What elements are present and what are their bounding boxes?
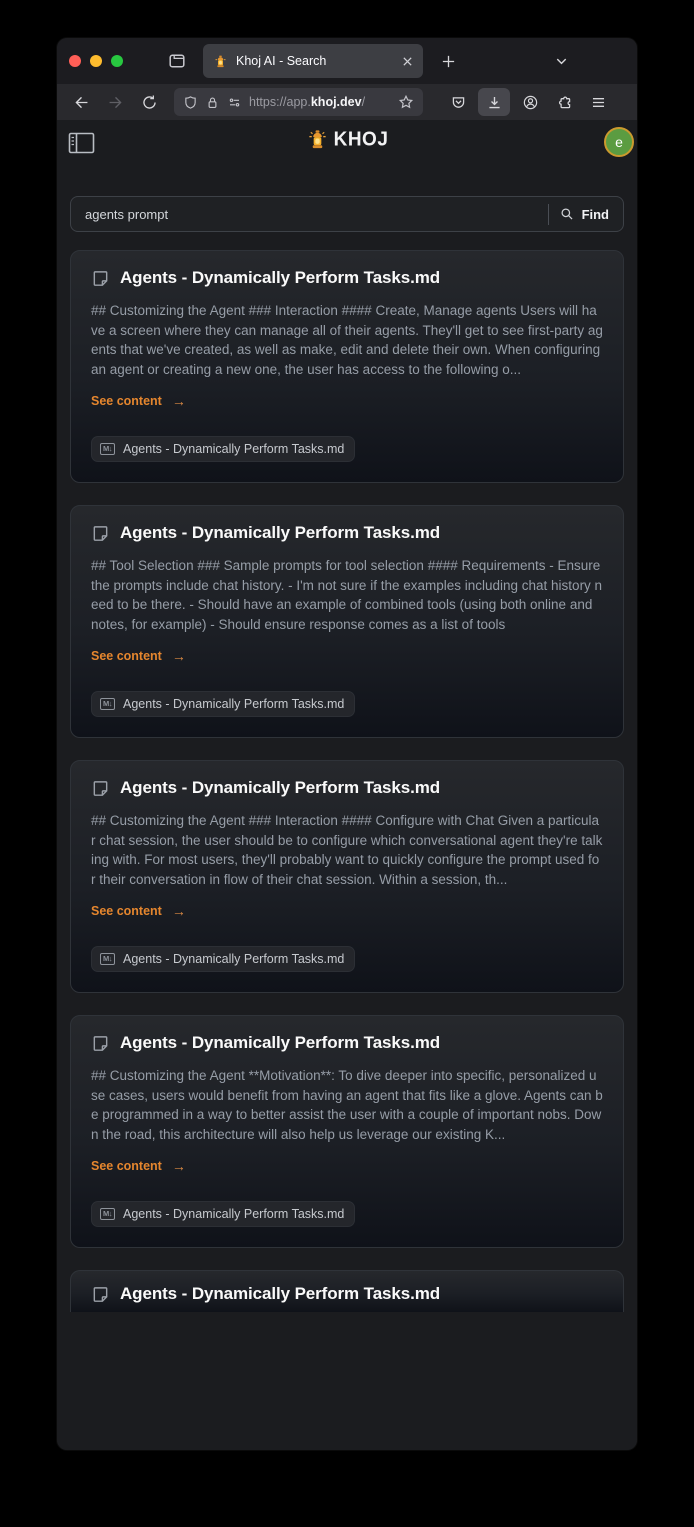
markdown-file-icon: M↓ [100,953,115,965]
file-chip[interactable] [91,946,355,972]
file-chip[interactable] [91,691,355,717]
markdown-file-icon: M↓ [100,1208,115,1220]
pocket-icon [450,94,467,111]
result-title: Agents - Dynamically Perform Tasks.md [120,268,441,287]
url-text [249,95,391,109]
note-file-icon [91,1034,110,1053]
result-snippet: ## Customizing the Agent ### Interaction #### Configure with Chat Given a particular chat session, the user should be to configure which conversational agent they're talking with. For most users, they'll probably want to quickly configure the prompt used for their conversation in flow of their chat session. Within a session, th... [91,813,603,887]
arrow-right-icon: → [171,648,186,664]
forward-icon [107,94,124,111]
new-tab-button[interactable] [435,48,462,75]
tab-close-button[interactable] [402,56,413,67]
chevron-down-icon [554,54,569,69]
url-domain: khoj.dev [310,95,362,109]
result-card[interactable] [70,1270,624,1312]
url-suffix: / [361,95,366,109]
file-chip-label: Agents - Dynamically Perform Tasks.md [123,952,345,966]
file-chip[interactable] [91,1201,355,1227]
result-card[interactable] [70,1015,624,1248]
result-snippet: ## Customizing the Agent **Motivation**: To dive deeper into specific, personalized use cases, users would benefit from having an agent that fits like a glove. Agents can be programmed in a way to better assist the user with a couple of important nobs. Down the road, this architecture will also help us leverage our existing K... [91,1068,603,1142]
result-title: Agents - Dynamically Perform Tasks.md [120,523,441,542]
window-controls [69,55,123,67]
browser-window [57,38,637,1450]
zoom-window-button[interactable] [111,55,123,67]
arrow-right-icon: → [171,393,186,409]
markdown-file-icon: M↓ [100,443,115,455]
result-card[interactable] [70,250,624,483]
find-button-label: Find [581,206,609,222]
khoj-app [57,120,637,1450]
file-chip-label: Agents - Dynamically Perform Tasks.md [123,697,345,711]
arrow-right-icon: → [171,1158,186,1174]
extensions-button[interactable] [550,88,578,116]
see-content-link[interactable]: See content → [91,648,186,664]
result-card[interactable] [70,760,624,993]
khoj-lantern-icon [306,128,329,151]
back-icon [73,94,90,111]
tracking-shield-icon [183,95,198,110]
account-button[interactable] [516,88,544,116]
tab-khoj-ai-search[interactable] [203,44,423,78]
reload-icon [141,94,158,111]
pocket-button[interactable] [444,88,472,116]
find-button[interactable] [548,204,623,225]
minimize-window-button[interactable] [90,55,102,67]
app-header [57,120,637,166]
file-chip-label: Agents - Dynamically Perform Tasks.md [123,1207,345,1221]
firefox-view-button[interactable] [167,51,187,71]
lock-icon [205,95,220,110]
list-all-tabs-button[interactable] [548,48,575,75]
permissions-icon [227,95,242,110]
result-snippet: ## Tool Selection ### Sample prompts for tool selection #### Requirements - Ensure the prompts include chat history. - I'm not sure if the examples including chat history need to be there. - Should have an example of combined tools (using both online and notes, for example) - Should ensure response comes as a list of tools [91,558,603,632]
note-file-icon [91,269,110,288]
firefox-view-icon [167,51,187,71]
browser-tab-bar [57,38,637,84]
avatar-initial: e [615,134,623,150]
browser-toolbar [57,84,637,120]
url-prefix: https://app. [249,95,311,109]
file-chip-label: Agents - Dynamically Perform Tasks.md [123,442,345,456]
note-file-icon [91,524,110,543]
see-content-link[interactable]: See content → [91,903,186,919]
account-icon [522,94,539,111]
download-icon [486,94,503,111]
see-content-link[interactable]: See content → [91,1158,186,1174]
reload-button[interactable] [135,88,163,116]
close-icon [402,56,413,67]
avatar[interactable] [604,127,634,157]
logo-text: KHOJ [333,127,389,151]
file-chip[interactable] [91,436,355,462]
search-bar[interactable] [70,196,624,232]
result-title: Agents - Dynamically Perform Tasks.md [120,778,441,797]
note-file-icon [91,1285,110,1304]
close-window-button[interactable] [69,55,81,67]
search-results [70,250,624,1312]
plus-icon [441,54,456,69]
bookmark-star-icon[interactable] [398,94,414,110]
result-title: Agents - Dynamically Perform Tasks.md [120,1284,441,1303]
result-snippet: ## Customizing the Agent ### Interaction #### Create, Manage agents Users will have a screen where they can manage all of their agents. They'll get to see first-party agents that we've created, as well as make, edit and delete their own. When configuring an agent or creating a new one, the user has access to the following o... [91,303,603,377]
puzzle-extensions-icon [556,94,573,111]
search-input[interactable]: agents prompt [85,206,169,222]
note-file-icon [91,779,110,798]
markdown-file-icon: M↓ [100,698,115,710]
menu-button[interactable] [584,88,612,116]
arrow-right-icon: → [171,903,186,919]
address-bar[interactable] [174,88,423,116]
see-content-link[interactable]: See content → [91,393,186,409]
downloads-button[interactable] [478,88,510,116]
back-button[interactable] [67,88,95,116]
forward-button[interactable] [101,88,129,116]
khoj-favicon [213,54,228,69]
hamburger-menu-icon [590,94,607,111]
search-icon [560,207,574,221]
khoj-logo[interactable] [57,128,637,151]
result-title: Agents - Dynamically Perform Tasks.md [120,1033,441,1052]
tab-title: Khoj AI - Search [236,54,327,68]
result-card[interactable] [70,505,624,738]
